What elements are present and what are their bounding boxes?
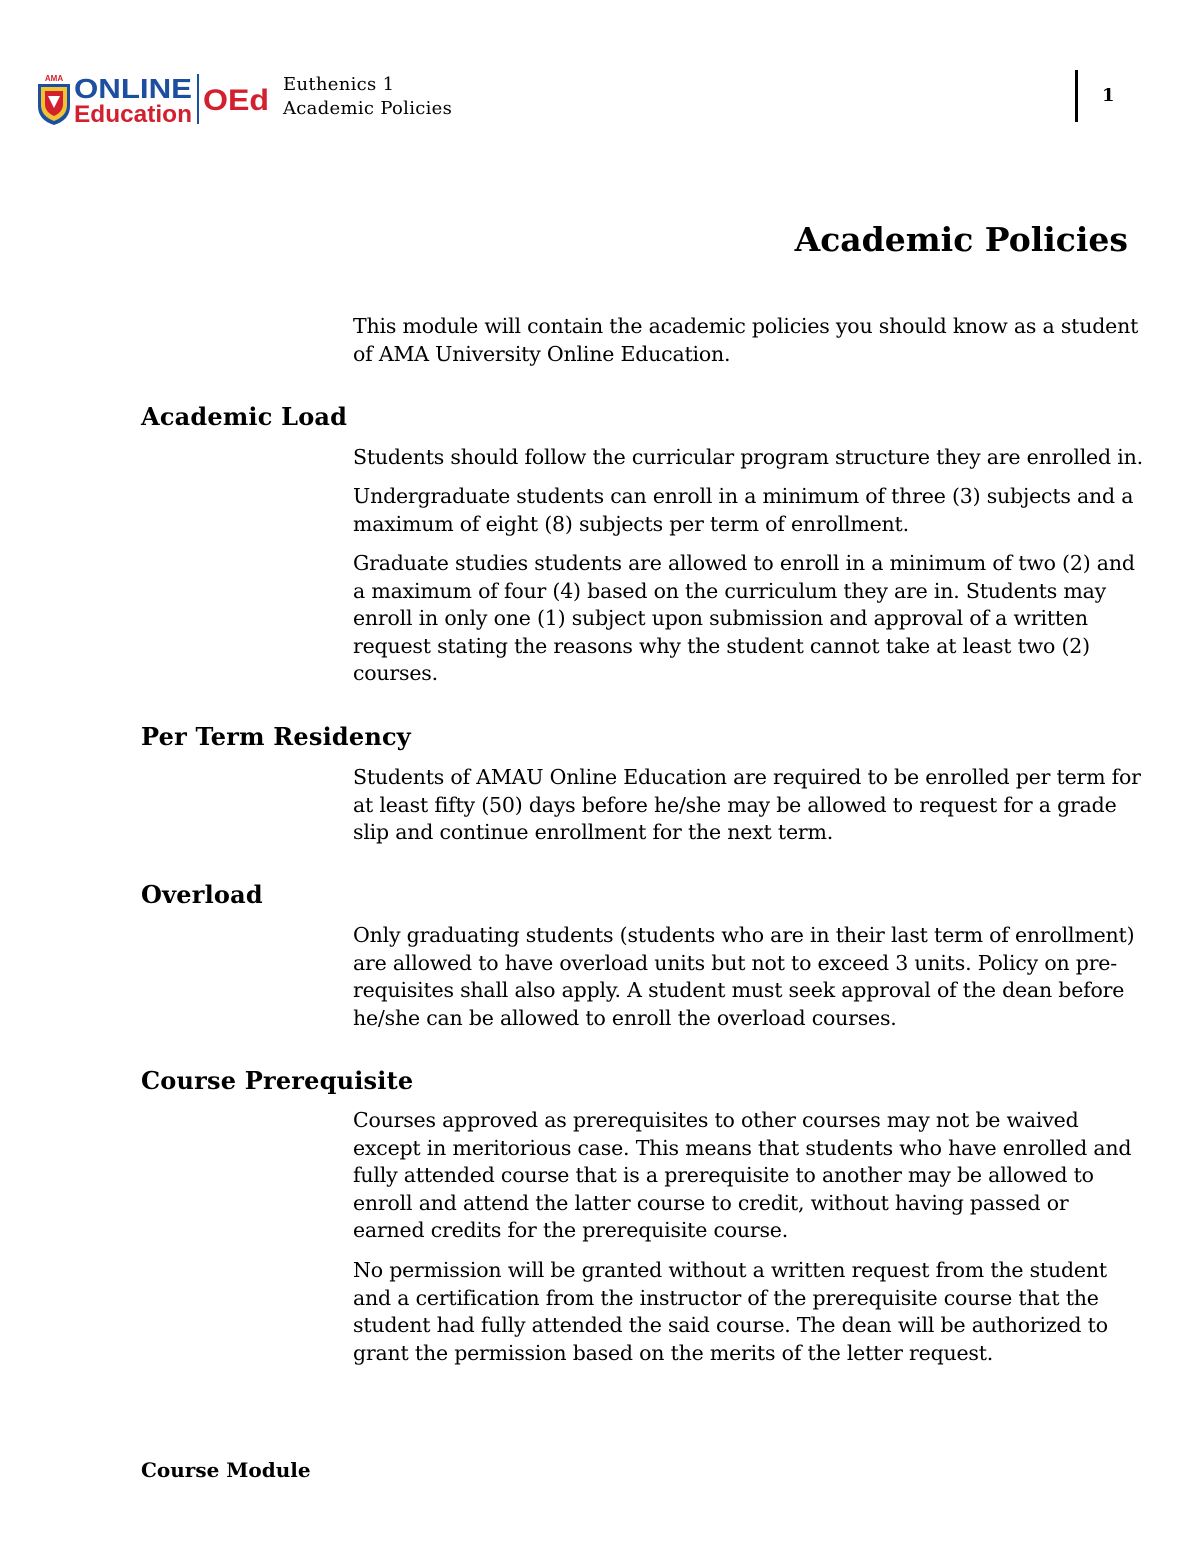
header-course-info — [283, 73, 452, 121]
ama-shield-icon — [38, 74, 70, 125]
course-prerequisite-paragraph-2: No permission will be granted without a written request from the student and a certification from the instructor of the prerequisite course that the student had fully attended the said course. The dean will be authorized to grant the permission based on the merits of the letter request. — [353, 1258, 1108, 1365]
logo-divider — [197, 74, 199, 124]
page-title: Academic Policies — [794, 220, 1128, 259]
module-name: Academic Policies — [283, 98, 453, 119]
online-education-logo — [36, 70, 276, 126]
academic-load-paragraph-1: Students should follow the curricular program structure they are enrolled in. — [353, 445, 1143, 469]
section-heading-academic-load: Academic Load — [141, 402, 348, 431]
logo-education-text: Education — [74, 101, 192, 126]
academic-load-paragraph-3: Graduate studies students are allowed to enroll in a minimum of two (2) and a maximum of four (4) based on the curriculum they are in. Students may enroll in only one (1) subject upon submission and approval of a written request stating the reasons why the student cannot take at least two (2) courses. — [353, 551, 1135, 685]
per-term-residency-paragraph: Students of AMAU Online Education are required to be enrolled per term for at least fifty (50) days before he/she may be allowed to request for a grade slip and continue enrollment for the next term. — [353, 765, 1141, 844]
logo-oed-text: OEd — [203, 84, 269, 117]
logo-online-text: ONLINE — [74, 73, 192, 104]
course-name: Euthenics 1 — [283, 74, 395, 95]
academic-load-paragraph-2: Undergraduate students can enroll in a minimum of three (3) subjects and a maximum of eight (8) subjects per term of enrollment. — [353, 484, 1134, 536]
section-heading-overload: Overload — [141, 880, 263, 909]
section-heading-course-prerequisite: Course Prerequisite — [141, 1066, 414, 1095]
logo-badge: AMA — [44, 74, 64, 83]
intro-paragraph: This module will contain the academic policies you should know as a student of AMA University Online Education. — [353, 314, 1139, 366]
page-number: 1 — [1102, 85, 1115, 106]
overload-paragraph: Only graduating students (students who are in their last term of enrollment) are allowed to have overload units but not to exceed 3 units. Policy on pre-requisites shall also apply. A student must seek approval of the dean before he/she can be allowed to enroll the overload courses. — [353, 923, 1135, 1030]
section-heading-per-term-residency: Per Term Residency — [141, 722, 411, 751]
course-prerequisite-paragraph-1: Courses approved as prerequisites to other courses may not be waived except in meritorious case. This means that students who have enrolled and fully attended course that is a prerequisite to another may be allowed to enroll and attend the latter course to credit, without having passed or earned credits for the prerequisite course. — [353, 1108, 1132, 1242]
header-separator — [1075, 70, 1078, 122]
footer-label: Course Module — [141, 1458, 311, 1482]
